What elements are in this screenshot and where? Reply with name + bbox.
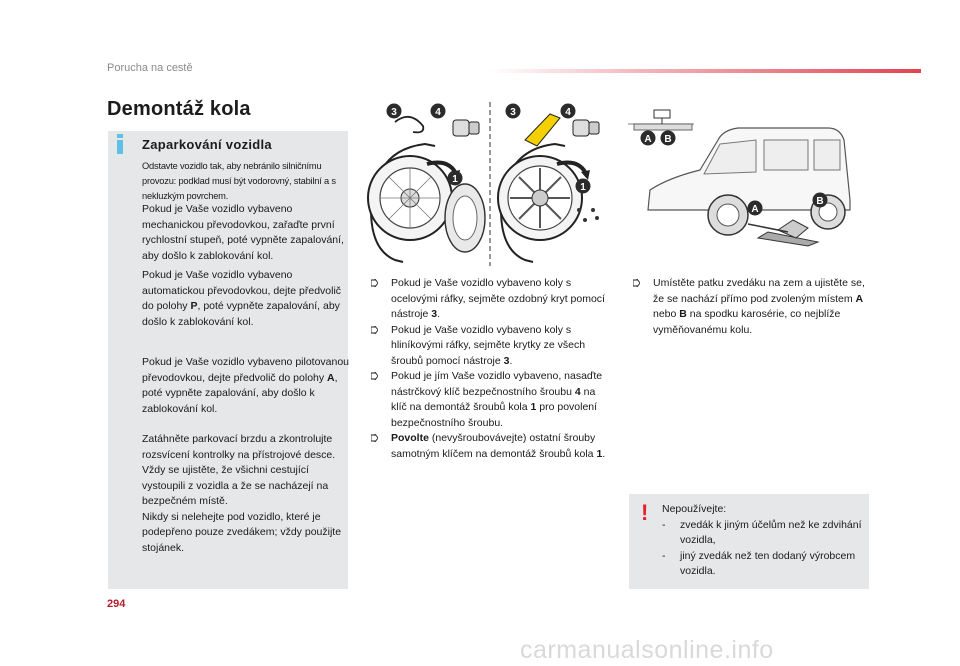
van-drawing xyxy=(648,128,850,235)
step-loosen-bolts: Povolte (nevyšroubovávejte) ostatní šrouby samotným klíčem na demontáž šroubů kola 1. xyxy=(371,431,611,462)
piloted-gearbox-text: Pokud je Vaše vozidlo vybaveno pilotovanou převodovkou, dejte předvolič do polohy A, poté vypněte zapalování, aby došlo k zablokování kol. xyxy=(142,356,350,415)
parking-intro: Odstavte vozidlo tak, aby nebránilo silničnímu provozu: podklad musí být vodorovný, stabilní a s nekluzkým povrchem. xyxy=(142,161,336,201)
badge-1-label: 1 xyxy=(452,174,458,185)
section-title: Zaparkování vozidla xyxy=(142,137,272,152)
badge-a-inset-label: A xyxy=(644,134,652,145)
jack-pad-inset xyxy=(628,110,694,130)
warning-text xyxy=(662,502,862,580)
arrow-bullet-icon xyxy=(371,372,378,380)
arrow-bullet-icon xyxy=(371,434,378,442)
badge-3b-label: 3 xyxy=(510,107,516,118)
jack-drawing xyxy=(748,220,818,246)
badge-b-van-label: B xyxy=(816,196,824,207)
manual-gearbox-text: Pokud je Vaše vozidlo vybaveno mechanickou převodovkou, zařaďte první rychlostní stupeň, poté vypněte zapalování, aby došlo k zablokování kol. xyxy=(142,203,344,262)
wheel-removal-illustration xyxy=(365,100,620,270)
running-header: Porucha na cestě xyxy=(107,62,193,74)
hook-tool-drawing xyxy=(395,117,423,133)
header-rule xyxy=(489,69,921,73)
socket-tool-2-drawing xyxy=(573,120,599,136)
arrow-bullet-icon xyxy=(633,279,640,287)
step-security-bolt: Pokud je jím Vaše vozidlo vybaveno, nasaďte nástrčkový klíč bezpečnostního šroubu 4 na klíč na demontáž šroubů kola 1 pro povolení bezpečnostního šroubu. xyxy=(371,369,611,431)
warning-item: - zvedák k jiným účelům než ke zdvihání vozidla, xyxy=(662,518,862,546)
warning-icon: ! xyxy=(641,500,649,525)
alloy-wheel-drawing xyxy=(498,144,599,262)
badge-b-inset-label: B xyxy=(664,134,672,145)
badge-a-van-label: A xyxy=(751,204,759,215)
automatic-gearbox-text: Pokud je Vaše vozidlo vybaveno automatickou převodovkou, dejte předvolič do polohy P, poté vypněte zapalování, aby došlo k zablokování kol. xyxy=(142,269,342,328)
page-title: Demontáž kola xyxy=(107,98,251,120)
arrow-bullet-icon xyxy=(371,279,378,287)
handbrake-text: Zatáhněte parkovací brzdu a zkontrolujte rozsvícení kontrolky na přístrojové desce. Vždy se ujistěte, že všichni cestující vystoupili z vozidla a že se nacházejí na bezpečném místě. Nikdy si nelehejte pod vozidlo, které je podepřeno pouze zvedákem; vždy použijte stojánek. xyxy=(142,433,342,554)
badge-1b-label: 1 xyxy=(580,182,586,193)
arrow-bullet-icon xyxy=(371,326,378,334)
badge-4-label: 4 xyxy=(435,107,441,118)
step-steel-cover: Pokud je Vaše vozidlo vybaveno koly s ocelovými ráfky, sejměte ozdobný kryt pomocí nástroje 3. xyxy=(371,276,611,323)
socket-tool-drawing xyxy=(453,120,479,136)
cap-remover-tool-drawing xyxy=(525,114,560,146)
wheel-removal-steps xyxy=(371,276,611,462)
step-alloy-caps: Pokud je Vaše vozidlo vybaveno koly s hliníkovými ráfky, sejměte krytky ze všech šroubů pomocí nástroje 3. xyxy=(371,323,611,370)
jack-points-illustration xyxy=(628,100,878,260)
step-place-jack: Umístěte patku zvedáku na zem a ujistěte se, že se nachází přímo pod zvoleným místem A nebo B na spodku karosérie, co nejblíže vyměňovanému kolu. xyxy=(633,276,873,338)
badge-3-label: 3 xyxy=(391,107,397,118)
jack-placement-steps xyxy=(633,276,873,338)
page-number: 294 xyxy=(107,598,126,610)
steel-wheel-drawing xyxy=(368,144,485,262)
info-icon xyxy=(116,134,124,154)
warning-heading: Nepoužívejte: xyxy=(662,503,727,515)
warning-item: - jiný zvedák než ten dodaný výrobcem vozidla. xyxy=(662,549,856,577)
watermark: carmanualsonline.info xyxy=(520,636,774,664)
badge-4b-label: 4 xyxy=(565,107,571,118)
